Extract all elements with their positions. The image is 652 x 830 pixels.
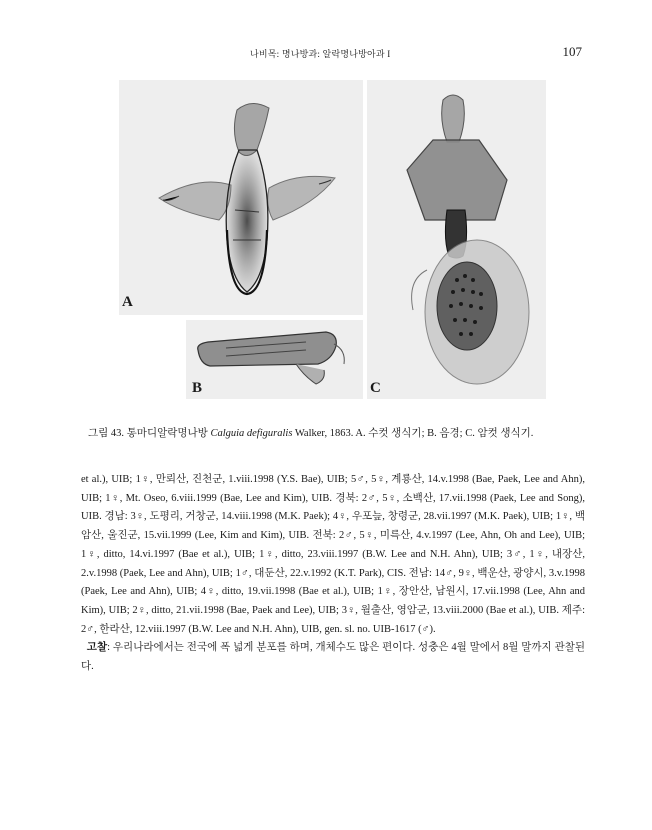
panel-label-b: B [192, 380, 203, 396]
caption-prefix: 그림 43. 통마디알락명나방 [88, 428, 211, 439]
caption-suffix: Walker, 1863. A. 수컷 생식기; B. 음경; C. 암컷 생식기. [292, 428, 534, 439]
running-head-title: 나비목: 명나방과: 알락명나방아과 I [250, 49, 391, 59]
figure-panel-a [119, 80, 363, 315]
panel-label-a: A [122, 294, 133, 310]
caption-species-name: Calguia defiguralis [210, 428, 293, 439]
phallus-image [186, 320, 363, 399]
remarks-paragraph [81, 639, 585, 676]
running-header [0, 44, 652, 62]
page-number: 107 [562, 44, 582, 59]
male-genitalia-image [119, 80, 363, 315]
figure-caption [88, 425, 588, 440]
body-text [81, 471, 585, 677]
panel-label-c: C [370, 380, 381, 396]
specimen-record-paragraph: et al.), UIB; 1♀, 만뢰산, 진천군, 1.viii.1998 (Y.S. Bae), UIB; 5♂, 5♀, 계룡산, 14.v.1998 (Bae, Paek, Lee and Ahn), UIB; 1♀, Mt. Oseo, 6.viii.1999 (Bae, Lee and Kim), UIB. 경북: 2♂, 5♀, 소백산, 17.vii.1998 (Paek, Lee and Song), UIB. 경남: 3♀, 도평리, 거창군, 14.viii.1998 (M.K. Paek); 4♀, 우포늪, 창령군, 28.vii.1997 (M.K. Paek), UIB; 1♀, 백암산, 울진군, 15.vii.1999 (Lee, Kim and Kim), UIB. 전북: 2♂, 5♀, 미륵산, 4.v.1997 (Lee, Ahn, Oh and Lee), UIB; 1♀, ditto, 14.vi.1997 (Bae et al.), UIB; 1♀, ditto, 23.viii.1997 (B.W. Lee and N.H. Ahn), UIB; 3♂, 1♀, 내장산, 2.v.1998 (Paek, Lee and Ahn), UIB; 1♂, 대둔산, 22.v.1992 (K.T. Park), CIS. 전남: 14♂, 9♀, 백운산, 광양시, 3.v.1998 (Paek, Lee and Ahn), UIB; 4♀, ditto, 19.vii.1998 (Bae et al.), UIB; 1♀, 장안산, 남원시, 17.vii.1998 (Lee, Ahn and Kim), UIB; 2♀, ditto, 21.vii.1998 (Bae, Paek and Lee), UIB; 3♀, 월출산, 영암군, 13.viii.2000 (Bae et al.), UIB. 제주: 2♂, 한라산, 12.viii.1997 (B.W. Lee and N.H. Ahn), UIB, gen. sl. no. UIB-1617 (♂). [81, 474, 585, 635]
remarks-text: : 우리나라에서는 전국에 폭 넓게 분포를 하며, 개체수도 많은 편이다. 성충은 4월 말에서 8월 말까지 관찰된다. [81, 642, 586, 673]
remarks-label: 고찰 [86, 642, 108, 654]
female-genitalia-image [367, 80, 546, 399]
figure-panel-c [367, 80, 546, 399]
figure-panel-b [186, 320, 363, 399]
